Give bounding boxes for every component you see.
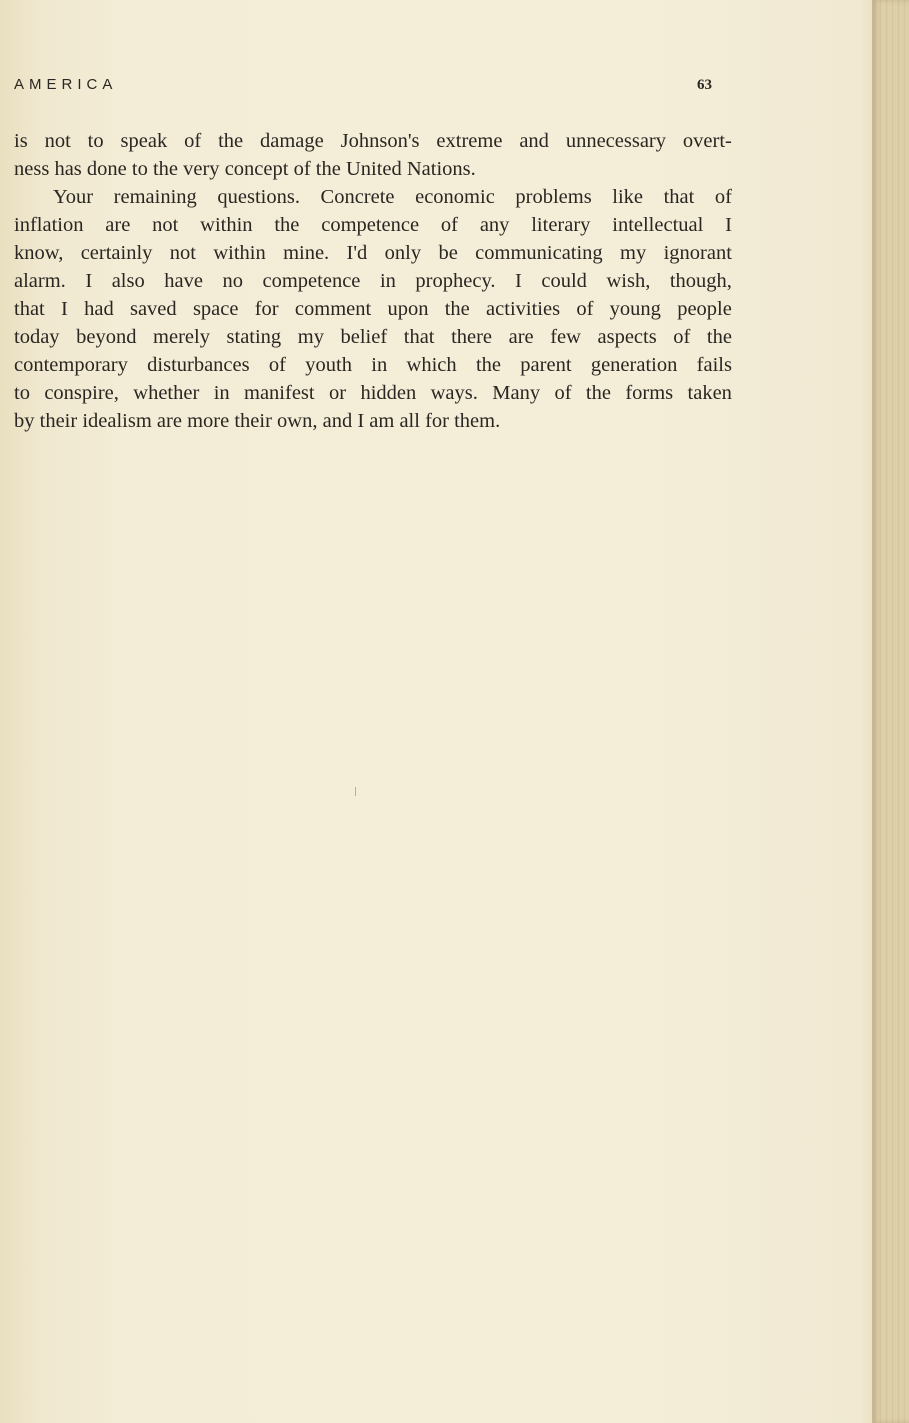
word: problems [515,186,592,208]
word: in [379,270,396,292]
word: beyond [76,326,137,348]
word: forms [625,382,674,404]
text-line [14,239,732,267]
word: that [663,186,695,208]
word: the [585,382,611,404]
word: fails [696,354,732,376]
word: ignorant [663,242,732,264]
word: concept [224,158,294,180]
word: not [169,242,196,264]
word: has [54,158,87,180]
word: own, [277,410,323,432]
word: my [620,242,647,264]
word: disturbances [147,354,250,376]
word: whether [133,382,200,404]
word: are [156,410,188,432]
word: remaining [113,186,197,208]
word: my [297,326,324,348]
word: I [357,410,370,432]
word: certainly [80,242,153,264]
word: conspire, [44,382,119,404]
word: merely [153,326,210,348]
word: I [725,214,732,236]
text-line [14,127,732,155]
word: is [14,130,28,152]
word: contemporary [14,354,128,376]
page-edge [872,0,909,1423]
word: their [39,410,83,432]
word: the [706,326,732,348]
word: of [673,326,691,348]
word: not [44,130,71,152]
word: I [85,270,93,292]
word: them. [454,410,501,432]
word: no [222,270,243,292]
word: United [345,158,407,180]
word: know, [14,242,64,264]
word: generation [590,354,678,376]
word: mine. [283,242,330,264]
word: that [403,326,435,348]
word: the [218,130,244,152]
word: the [274,214,300,236]
page-number: 63 [697,77,712,93]
word: within [213,242,266,264]
word: of [440,214,458,236]
word: of [268,354,286,376]
word: questions. [217,186,300,208]
word: few [550,326,581,348]
word: prophecy. [415,270,496,292]
word: have [164,270,203,292]
word: youth [305,354,352,376]
text-line [14,267,732,295]
word: to [131,158,153,180]
text-line [14,183,732,211]
word: their [234,410,278,432]
word: unnecessary [565,130,667,152]
running-head: AMERICA [14,76,118,93]
word: I [515,270,522,292]
word: idealism [82,410,157,432]
text-line [14,323,732,351]
word: Your [53,186,94,208]
word: ness [14,158,55,180]
word: of [714,186,732,208]
word: all [399,410,426,432]
word: today [14,326,60,348]
word: comment [294,298,372,320]
word: Johnson's [340,130,420,152]
word: for [425,410,455,432]
word: within [200,214,253,236]
word: I'd [346,242,368,264]
word: communicating [475,242,603,264]
word: Concrete [320,186,395,208]
word: the [152,158,184,180]
word: to [14,382,30,404]
word: young [609,298,661,320]
word: of [184,130,202,152]
word: like [612,186,644,208]
word: wish, [606,270,651,292]
word: hidden [360,382,417,404]
word: speak [120,130,168,152]
word: overt- [682,130,732,152]
word: could [541,270,587,292]
text-line [14,155,732,183]
text-line [14,211,732,239]
word: competence [262,270,361,292]
body-text [14,127,732,435]
word: and [322,410,358,432]
word: of [554,382,572,404]
word: in [213,382,230,404]
word: not [152,214,179,236]
text-line [14,379,732,407]
word: inflation [14,214,84,236]
word: are [508,326,534,348]
text-line [14,407,732,435]
word: upon [387,298,429,320]
word: economic [415,186,495,208]
stray-mark [355,787,356,796]
word: also [111,270,145,292]
word: only [384,242,422,264]
word: had [84,298,114,320]
word: manifest [244,382,315,404]
word: competence [321,214,420,236]
word: for [254,298,279,320]
word: extreme [436,130,503,152]
word: there [451,326,493,348]
word: in [371,354,388,376]
word: or [328,382,347,404]
word: be [438,242,458,264]
word: aspects [597,326,657,348]
word: alarm. [14,270,66,292]
text-line [14,351,732,379]
word: the [315,158,346,180]
word: are [105,214,131,236]
word: which [406,354,457,376]
word: very [183,158,225,180]
word: activities [486,298,561,320]
text-line [14,295,732,323]
word: and [519,130,549,152]
word: saved [129,298,177,320]
word: ways. [430,382,478,404]
word: am [369,410,400,432]
word: intellectual [612,214,704,236]
word: the [475,354,501,376]
word: space [192,298,239,320]
word: to [87,130,104,152]
word: I [61,298,68,320]
word: done [86,158,132,180]
word: taken [687,382,732,404]
word: of [293,158,316,180]
word: of [576,298,594,320]
word: stating [226,326,282,348]
word: the [444,298,470,320]
word: by [14,410,40,432]
word: belief [340,326,388,348]
word: Nations. [406,158,476,180]
word: more [187,410,235,432]
word: people [677,298,732,320]
word: literary [531,214,591,236]
word: Many [492,382,541,404]
word: damage [260,130,324,152]
word: any [479,214,510,236]
word: that [14,298,45,320]
word: parent [520,354,572,376]
word: though, [669,270,732,292]
